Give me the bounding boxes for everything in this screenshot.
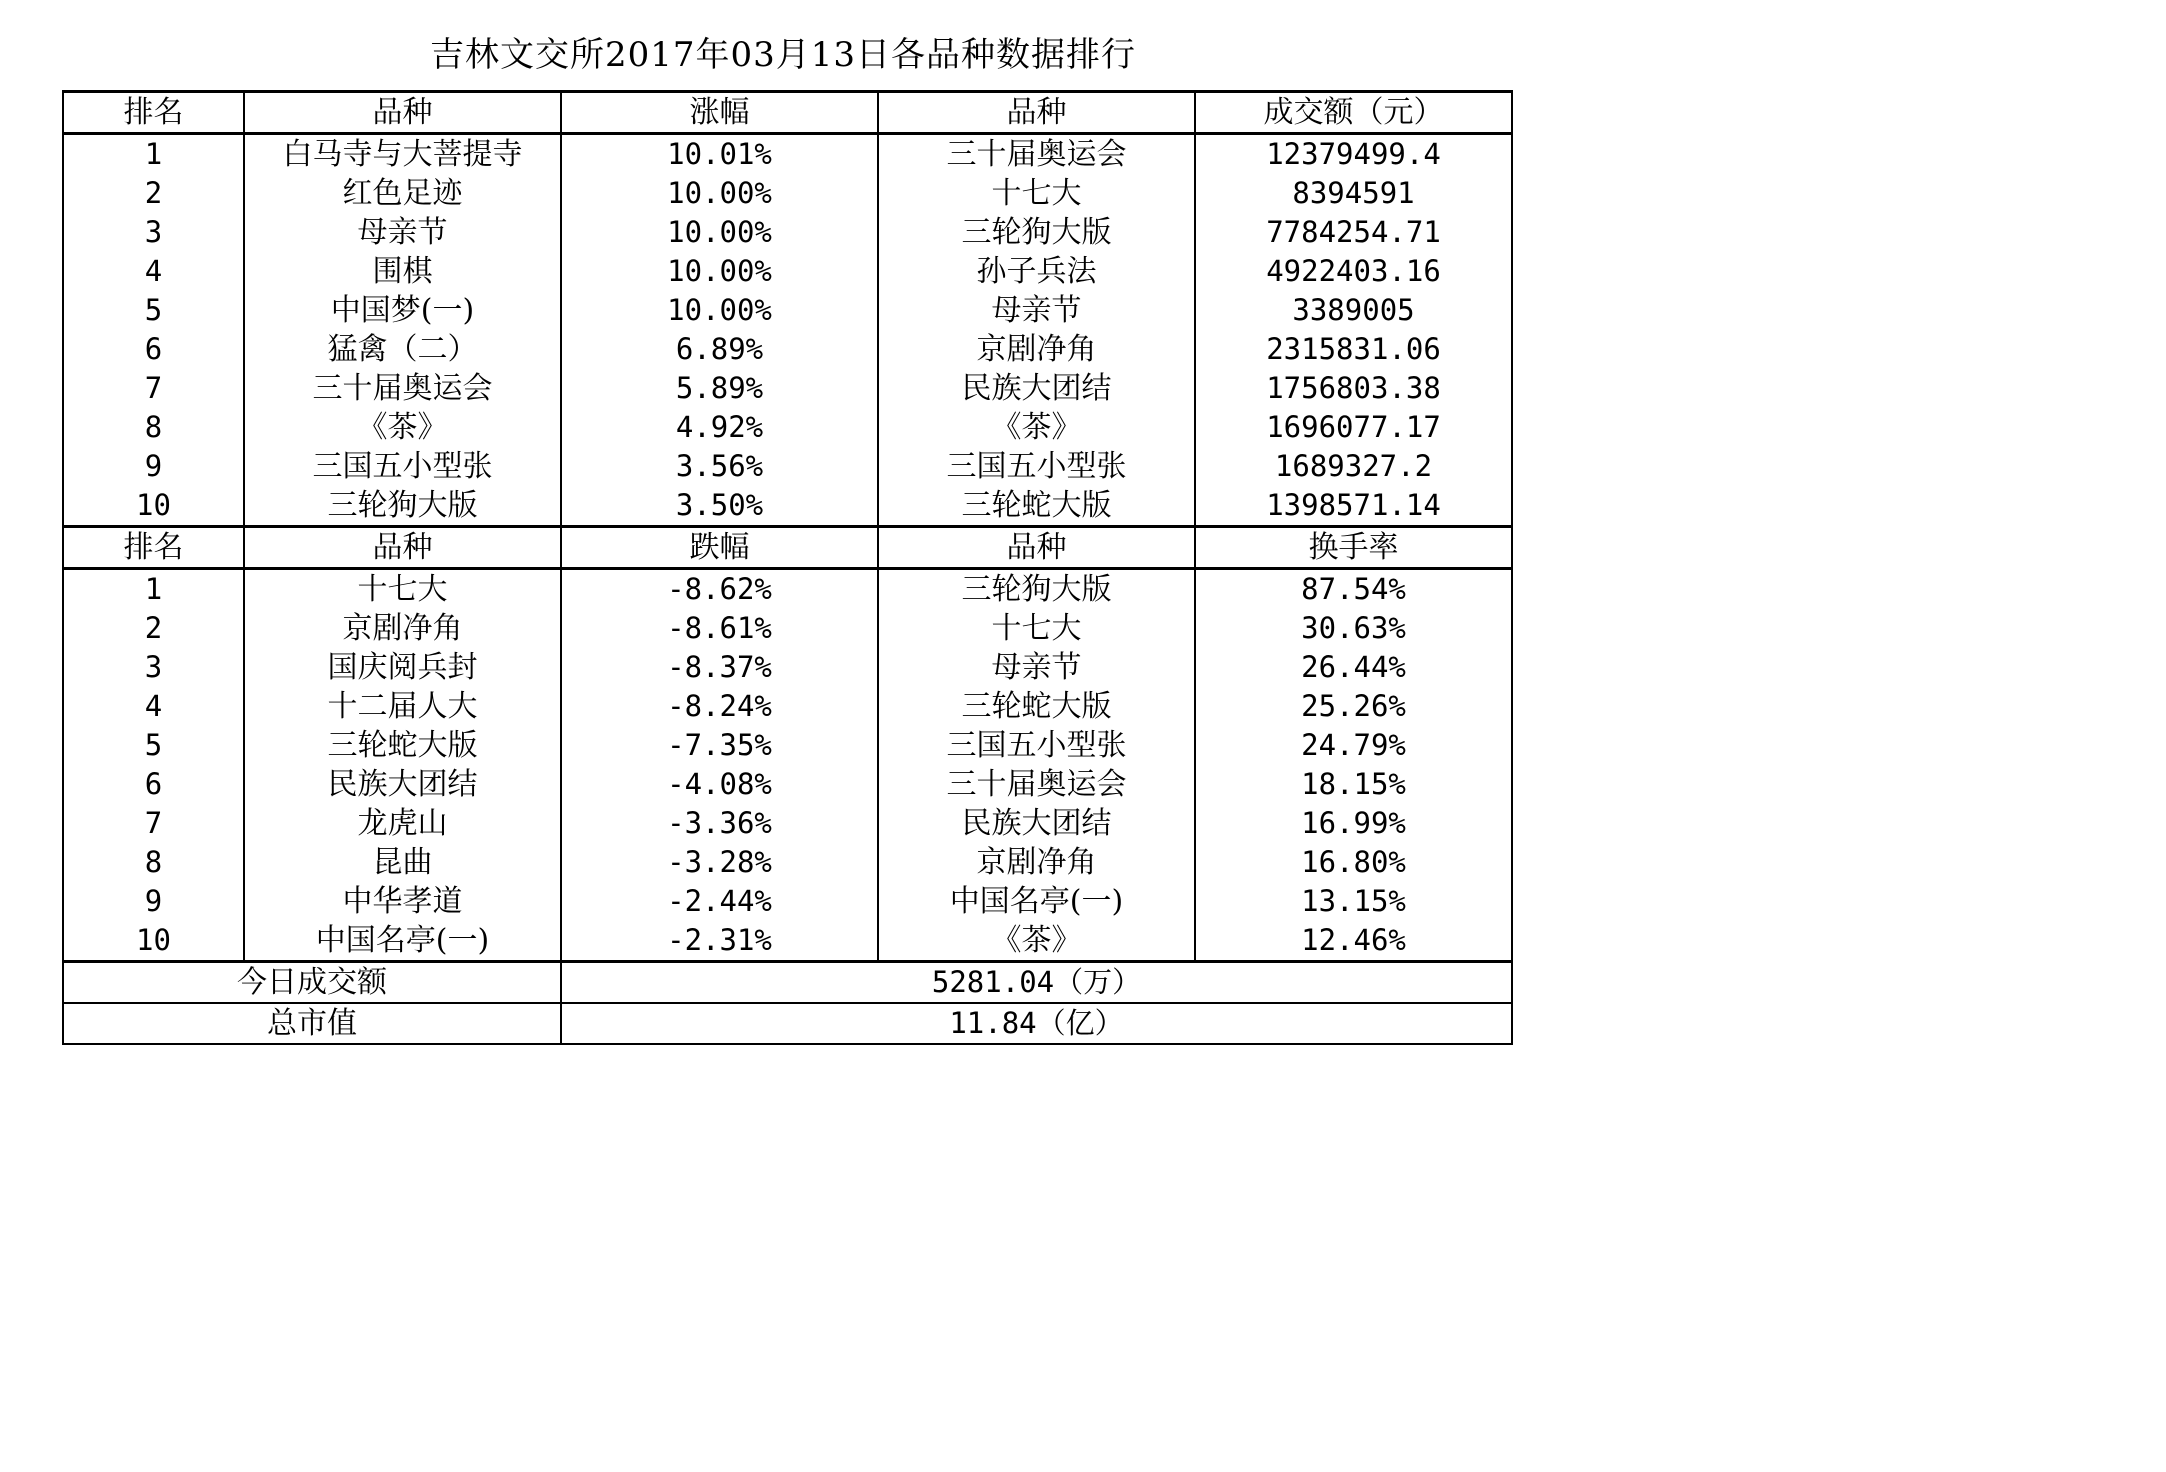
volume-name-cell: 三轮狗大版 (878, 213, 1195, 252)
drop-name-cell: 龙虎山 (244, 804, 561, 843)
volume-cell: 12379499.4 (1195, 134, 1512, 175)
rank-cell: 3 (63, 648, 244, 687)
gain-cell: 10.01% (561, 134, 878, 175)
table-row (63, 408, 1512, 447)
gain-cell: 3.50% (561, 486, 878, 527)
drop-cell: -8.61% (561, 609, 878, 648)
rank-cell: 3 (63, 213, 244, 252)
drop-name-cell: 十七大 (244, 569, 561, 610)
turnover-cell: 12.46% (1195, 921, 1512, 962)
gain-cell: 10.00% (561, 291, 878, 330)
top-header-row (63, 92, 1512, 134)
drop-name-cell: 三轮蛇大版 (244, 726, 561, 765)
rank-cell: 4 (63, 687, 244, 726)
drop-cell: -2.44% (561, 882, 878, 921)
turnover-cell: 26.44% (1195, 648, 1512, 687)
drop-name-cell: 中华孝道 (244, 882, 561, 921)
volume-cell: 3389005 (1195, 291, 1512, 330)
gain-name-cell: 三国五小型张 (244, 447, 561, 486)
drop-name-cell: 十二届人大 (244, 687, 561, 726)
drop-cell: -3.28% (561, 843, 878, 882)
gain-cell: 5.89% (561, 369, 878, 408)
header-rank: 排名 (63, 527, 244, 569)
today-volume-row-label: 今日成交额 (63, 962, 561, 1004)
table-row (63, 726, 1512, 765)
table-row (63, 648, 1512, 687)
turnover-name-cell: 民族大团结 (878, 804, 1195, 843)
turnover-name-cell: 京剧净角 (878, 843, 1195, 882)
turnover-name-cell: 三十届奥运会 (878, 765, 1195, 804)
turnover-cell: 13.15% (1195, 882, 1512, 921)
header-gain: 涨幅 (561, 92, 878, 134)
header-drop: 跌幅 (561, 527, 878, 569)
table-row (63, 882, 1512, 921)
rank-cell: 5 (63, 291, 244, 330)
turnover-name-cell: 三国五小型张 (878, 726, 1195, 765)
turnover-name-cell: 三轮蛇大版 (878, 687, 1195, 726)
today-volume-row (63, 962, 1512, 1004)
table-row (63, 369, 1512, 408)
volume-name-cell: 十七大 (878, 174, 1195, 213)
drop-name-cell: 京剧净角 (244, 609, 561, 648)
rank-cell: 9 (63, 447, 244, 486)
turnover-name-cell: 十七大 (878, 609, 1195, 648)
table-row (63, 330, 1512, 369)
turnover-name-cell: 母亲节 (878, 648, 1195, 687)
header-turnover-name: 品种 (878, 527, 1195, 569)
volume-name-cell: 三十届奥运会 (878, 134, 1195, 175)
volume-cell: 2315831.06 (1195, 330, 1512, 369)
drop-cell: -8.24% (561, 687, 878, 726)
header-rank: 排名 (63, 92, 244, 134)
rank-cell: 7 (63, 369, 244, 408)
turnover-name-cell: 中国名亭(一) (878, 882, 1195, 921)
gain-name-cell: 三十届奥运会 (244, 369, 561, 408)
table-row (63, 921, 1512, 962)
drop-cell: -7.35% (561, 726, 878, 765)
table-row (63, 291, 1512, 330)
volume-cell: 1398571.14 (1195, 486, 1512, 527)
rank-cell: 10 (63, 486, 244, 527)
today-volume-row-value: 5281.04（万） (561, 962, 1512, 1004)
drop-cell: -3.36% (561, 804, 878, 843)
gain-name-cell: 红色足迹 (244, 174, 561, 213)
rank-cell: 6 (63, 330, 244, 369)
turnover-name-cell: 三轮狗大版 (878, 569, 1195, 610)
table-row (63, 447, 1512, 486)
table-row (63, 609, 1512, 648)
gain-cell: 3.56% (561, 447, 878, 486)
table-row (63, 213, 1512, 252)
table-row (63, 843, 1512, 882)
table-row (63, 174, 1512, 213)
rank-cell: 2 (63, 609, 244, 648)
volume-cell: 1756803.38 (1195, 369, 1512, 408)
gain-name-cell: 三轮狗大版 (244, 486, 561, 527)
volume-cell: 1696077.17 (1195, 408, 1512, 447)
gain-cell: 10.00% (561, 213, 878, 252)
rank-cell: 9 (63, 882, 244, 921)
market-cap-row-label: 总市值 (63, 1003, 561, 1044)
volume-name-cell: 三国五小型张 (878, 447, 1195, 486)
gain-name-cell: 猛禽（二） (244, 330, 561, 369)
rank-cell: 10 (63, 921, 244, 962)
table-row (63, 486, 1512, 527)
gain-cell: 4.92% (561, 408, 878, 447)
ranking-table (62, 90, 1513, 1045)
turnover-cell: 24.79% (1195, 726, 1512, 765)
volume-name-cell: 孙子兵法 (878, 252, 1195, 291)
table-row (63, 765, 1512, 804)
volume-cell: 7784254.71 (1195, 213, 1512, 252)
gain-name-cell: 白马寺与大菩提寺 (244, 134, 561, 175)
header-drop-name: 品种 (244, 527, 561, 569)
market-cap-row (63, 1003, 1512, 1044)
rank-cell: 5 (63, 726, 244, 765)
turnover-cell: 16.80% (1195, 843, 1512, 882)
turnover-cell: 25.26% (1195, 687, 1512, 726)
drop-cell: -8.37% (561, 648, 878, 687)
gain-name-cell: 母亲节 (244, 213, 561, 252)
drop-cell: -4.08% (561, 765, 878, 804)
drop-cell: -8.62% (561, 569, 878, 610)
rank-cell: 8 (63, 408, 244, 447)
table-row (63, 687, 1512, 726)
volume-cell: 1689327.2 (1195, 447, 1512, 486)
turnover-cell: 18.15% (1195, 765, 1512, 804)
rank-cell: 6 (63, 765, 244, 804)
gain-name-cell: 围棋 (244, 252, 561, 291)
header-turnover: 换手率 (1195, 527, 1512, 569)
turnover-cell: 16.99% (1195, 804, 1512, 843)
gain-cell: 10.00% (561, 252, 878, 291)
header-volume-name: 品种 (878, 92, 1195, 134)
header-gain-name: 品种 (244, 92, 561, 134)
volume-name-cell: 《茶》 (878, 408, 1195, 447)
rank-cell: 8 (63, 843, 244, 882)
volume-name-cell: 母亲节 (878, 291, 1195, 330)
market-cap-row-value: 11.84（亿） (561, 1003, 1512, 1044)
turnover-cell: 30.63% (1195, 609, 1512, 648)
table-row (63, 252, 1512, 291)
turnover-cell: 87.54% (1195, 569, 1512, 610)
table-row (63, 804, 1512, 843)
volume-name-cell: 民族大团结 (878, 369, 1195, 408)
header-volume: 成交额（元） (1195, 92, 1512, 134)
turnover-name-cell: 《茶》 (878, 921, 1195, 962)
drop-name-cell: 中国名亭(一) (244, 921, 561, 962)
drop-name-cell: 昆曲 (244, 843, 561, 882)
volume-cell: 8394591 (1195, 174, 1512, 213)
gain-name-cell: 《茶》 (244, 408, 561, 447)
gain-cell: 6.89% (561, 330, 878, 369)
volume-name-cell: 三轮蛇大版 (878, 486, 1195, 527)
rank-cell: 1 (63, 569, 244, 610)
volume-cell: 4922403.16 (1195, 252, 1512, 291)
gain-cell: 10.00% (561, 174, 878, 213)
bottom-header-row (63, 527, 1512, 569)
rank-cell: 7 (63, 804, 244, 843)
ranking-table-body (63, 92, 1512, 1045)
drop-name-cell: 民族大团结 (244, 765, 561, 804)
table-row (63, 569, 1512, 610)
table-row (63, 134, 1512, 175)
rank-cell: 4 (63, 252, 244, 291)
drop-cell: -2.31% (561, 921, 878, 962)
gain-name-cell: 中国梦(一) (244, 291, 561, 330)
page-title: 吉林文交所2017年03月13日各品种数据排行 (429, 35, 1137, 75)
drop-name-cell: 国庆阅兵封 (244, 648, 561, 687)
rank-cell: 2 (63, 174, 244, 213)
rank-cell: 1 (63, 134, 244, 175)
volume-name-cell: 京剧净角 (878, 330, 1195, 369)
